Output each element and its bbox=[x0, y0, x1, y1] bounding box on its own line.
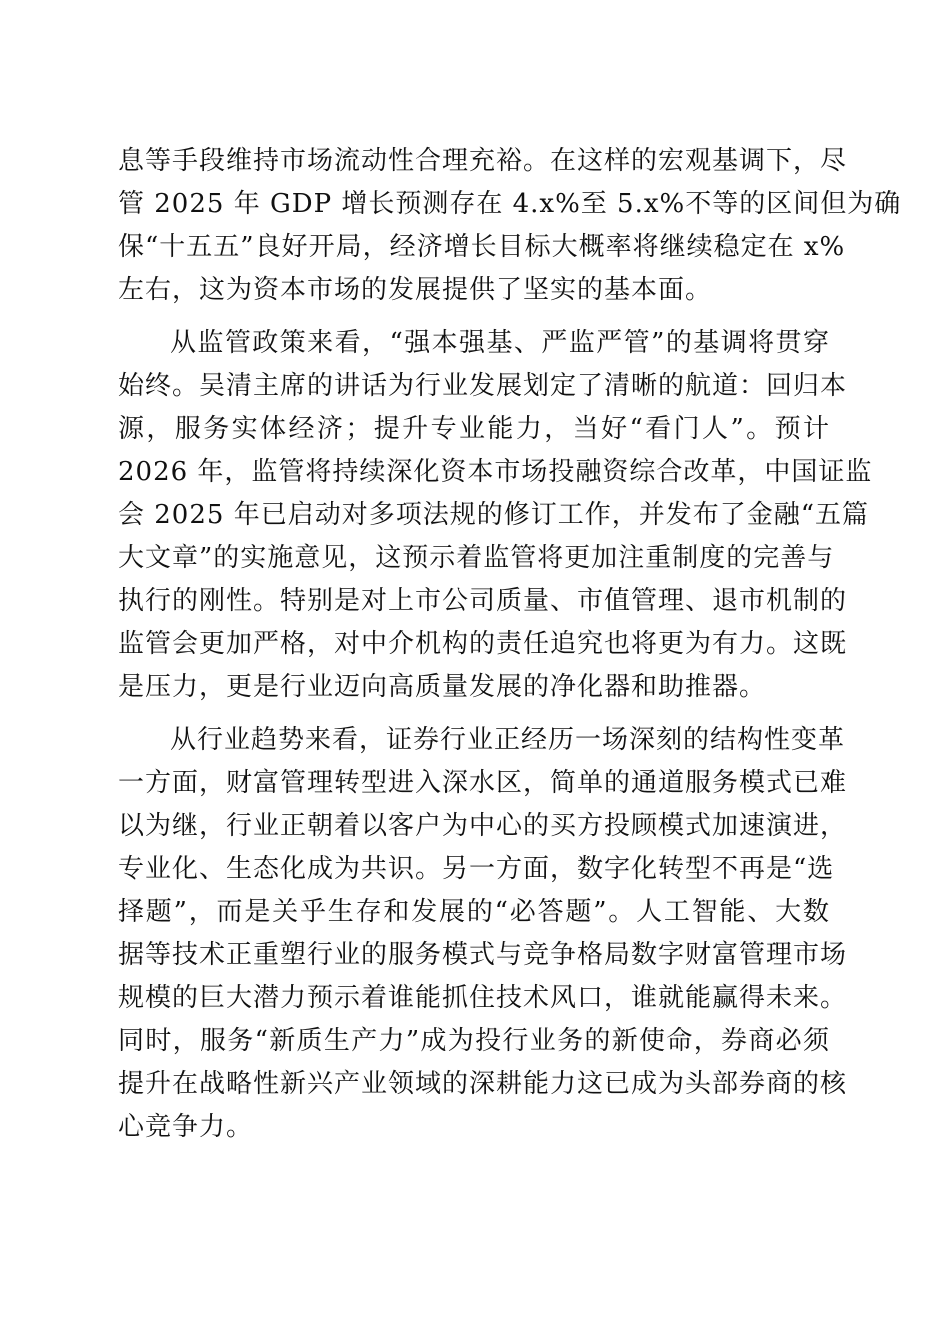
text-line: 心竞争力。 bbox=[118, 1112, 254, 1142]
text-line: 据等技术正重塑行业的服务模式与竞争格局数字财富管理市场 bbox=[118, 940, 848, 970]
text-line: 专业化、生态化成为共识。另一方面，数字化转型不再是“选 bbox=[118, 854, 835, 884]
paragraph-regulation bbox=[118, 322, 873, 709]
text-line: 一方面，财富管理转型进入深水区，简单的通道服务模式已难 bbox=[118, 768, 848, 798]
text-line: 提升在战略性新兴产业领域的深耕能力这已成为头部券商的核 bbox=[118, 1069, 848, 1099]
text-line: 左右，这为资本市场的发展提供了坚实的基本面。 bbox=[118, 275, 713, 305]
text-line: 从行业趋势来看，证券行业正经历一场深刻的结构性变革 bbox=[170, 725, 846, 755]
text-line: 以为继，行业正朝着以客户为中心的买方投顾模式加速演进， bbox=[118, 811, 848, 841]
text-line: 始终。吴清主席的讲话为行业发展划定了清晰的航道：回归本 bbox=[118, 371, 848, 401]
text-line: 会 2025 年已启动对多项法规的修订工作，并发布了金融“五篇 bbox=[118, 500, 869, 530]
text-line: 从监管政策来看，“强本强基、严监严管”的基调将贯穿 bbox=[170, 328, 830, 358]
document-body bbox=[118, 140, 902, 1149]
text-line: 规模的巨大潜力预示着谁能抓住技术风口，谁就能赢得未来。 bbox=[118, 983, 848, 1013]
text-line: 大文章”的实施意见，这预示着监管将更加注重制度的完善与 bbox=[118, 543, 835, 573]
text-line: 执行的刚性。特别是对上市公司质量、市值管理、退市机制的 bbox=[118, 586, 848, 616]
text-line: 2026 年，监管将持续深化资本市场投融资综合改革，中国证监 bbox=[118, 457, 873, 487]
text-line: 同时，服务“新质生产力”成为投行业务的新使命，券商必须 bbox=[118, 1026, 830, 1056]
text-line: 择题”，而是关乎生存和发展的“必答题”。人工智能、大数 bbox=[118, 897, 830, 927]
text-line: 管 2025 年 GDP 增长预测存在 4.x%至 5.x%不等的区间但为确 bbox=[118, 189, 902, 219]
text-line: 息等手段维持市场流动性合理充裕。在这样的宏观基调下，尽 bbox=[118, 146, 848, 176]
text-line: 监管会更加严格，对中介机构的责任追究也将更为有力。这既 bbox=[118, 629, 848, 659]
text-line: 是压力，更是行业迈向高质量发展的净化器和助推器。 bbox=[118, 672, 767, 702]
paragraph-industry-trend bbox=[118, 719, 848, 1149]
text-line: 源，服务实体经济；提升专业能力，当好“看门人”。预计 bbox=[118, 414, 830, 444]
text-line: 保“十五五”良好开局，经济增长目标大概率将继续稳定在 x% bbox=[118, 232, 846, 262]
paragraph-macro bbox=[118, 140, 902, 312]
